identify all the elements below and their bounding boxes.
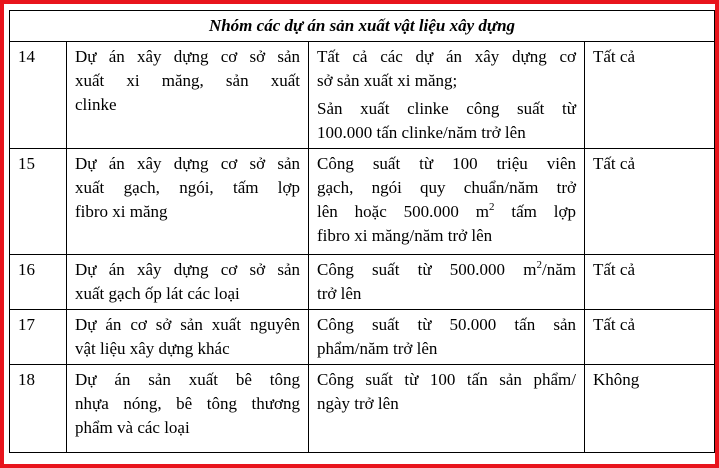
scale-line bbox=[317, 200, 576, 224]
scale-line: ngày trở lên bbox=[317, 394, 399, 413]
scale-line bbox=[317, 258, 576, 282]
group-cell: Không bbox=[585, 365, 715, 453]
project-line: Dự án xây dựng cơ sở sản bbox=[75, 154, 300, 173]
scale-line: fibro xi măng/năm trở lên bbox=[317, 226, 493, 245]
scale-cell bbox=[309, 255, 585, 310]
table-row bbox=[10, 310, 715, 365]
project-line: Dự án xây dựng cơ sở sản bbox=[75, 47, 300, 66]
row-number: 14 bbox=[10, 42, 67, 149]
project-line: xuất gạch, ngói, tấm lợp bbox=[75, 178, 300, 197]
project-line: Dự án xây dựng cơ sở sản bbox=[75, 260, 300, 279]
scale-line: trở lên bbox=[317, 284, 362, 303]
group-cell: Tất cả bbox=[585, 255, 715, 310]
table-header: Nhóm các dự án sản xuất vật liệu xây dựng bbox=[10, 11, 715, 42]
scale-text: lên hoặc 500.000 m bbox=[317, 202, 489, 221]
project-cell bbox=[67, 42, 309, 149]
project-line: xuất xi măng, sản xuất bbox=[75, 71, 300, 90]
scale-text: /năm bbox=[542, 260, 576, 279]
row-number: 17 bbox=[10, 310, 67, 365]
row-number: 16 bbox=[10, 255, 67, 310]
project-cell bbox=[67, 310, 309, 365]
project-line: fibro xi măng bbox=[75, 202, 168, 221]
table-row bbox=[10, 365, 715, 453]
scale-line: phẩm/năm trở lên bbox=[317, 339, 438, 358]
project-line: nhựa nóng, bê tông thương bbox=[75, 394, 300, 413]
scale-line: Tất cả các dự án xây dựng cơ bbox=[317, 47, 576, 66]
superscript: 2 bbox=[489, 201, 495, 213]
scale-line: sở sản xuất xi măng; bbox=[317, 71, 458, 90]
scale-line: 100.000 tấn clinke/năm trở lên bbox=[317, 123, 526, 142]
project-line: Dự án cơ sở sản xuất nguyên bbox=[75, 315, 300, 334]
project-line: Dự án sản xuất bê tông bbox=[75, 370, 300, 389]
group-cell: Tất cả bbox=[585, 149, 715, 255]
project-line: xuất gạch ốp lát các loại bbox=[75, 284, 240, 303]
project-category-table bbox=[9, 10, 715, 453]
table-header-row bbox=[10, 11, 715, 42]
scale-cell bbox=[309, 310, 585, 365]
scale-cell bbox=[309, 365, 585, 453]
project-cell bbox=[67, 149, 309, 255]
table-row bbox=[10, 255, 715, 310]
scale-line: Sản xuất clinke công suất từ bbox=[317, 99, 576, 118]
project-line: clinke bbox=[75, 95, 117, 114]
project-line: phẩm và các loại bbox=[75, 418, 190, 437]
scale-cell bbox=[309, 42, 585, 149]
scale-text: Công suất từ 500.000 m bbox=[317, 260, 537, 279]
project-cell bbox=[67, 255, 309, 310]
group-cell: Tất cả bbox=[585, 42, 715, 149]
scale-line: Công suất từ 100 triệu viên bbox=[317, 154, 576, 173]
superscript: 2 bbox=[536, 259, 542, 271]
row-number: 18 bbox=[10, 365, 67, 453]
scale-line: gạch, ngói quy chuẩn/năm trở bbox=[317, 178, 576, 197]
table-row bbox=[10, 42, 715, 149]
row-number: 15 bbox=[10, 149, 67, 255]
scale-text: tấm lợp bbox=[494, 202, 576, 221]
group-cell: Tất cả bbox=[585, 310, 715, 365]
scale-line: Công suất từ 100 tấn sản phẩm/ bbox=[317, 370, 576, 389]
project-line: vật liệu xây dựng khác bbox=[75, 339, 230, 358]
scale-line: Công suất từ 50.000 tấn sản bbox=[317, 315, 576, 334]
scale-cell bbox=[309, 149, 585, 255]
project-cell bbox=[67, 365, 309, 453]
table-row bbox=[10, 149, 715, 255]
